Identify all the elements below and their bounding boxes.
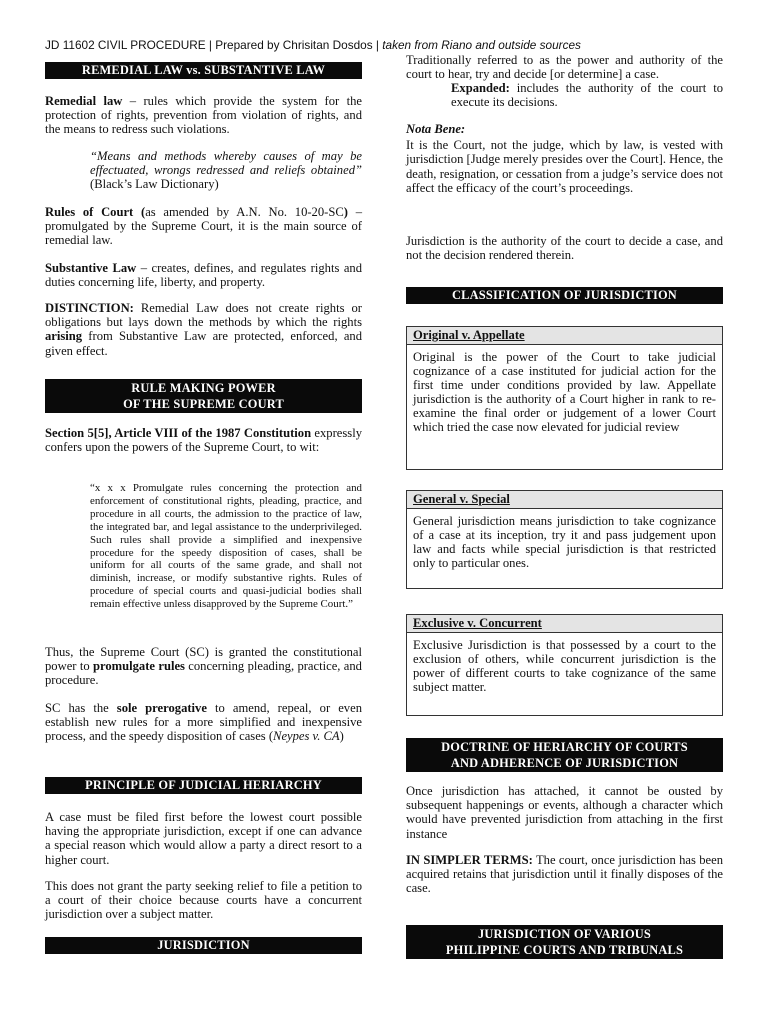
box-title: General v. Special — [407, 491, 722, 509]
nota-bene-text: It is the Court, not the judge, which by law, is vested with jurisdiction [Judge merely presides over the Court]. Hence, the death, resignation, or cessation from a judge’s service does not affect the efficacy of the court’s proceedings. — [406, 138, 723, 195]
definition: – creates, defines, and regulates rights and duties concerning life, liberty, and property. — [45, 261, 362, 290]
page-header — [45, 38, 745, 52]
text: Remedial Law does not create rights or obligations but lays down the methods by which the rights — [45, 301, 362, 330]
header-course: JD 11602 CIVIL PROCEDURE | Prepared by Chrisitan Dosdos | — [45, 38, 379, 52]
text: ) — [339, 729, 344, 744]
constitution-section-intro — [45, 426, 362, 454]
thus-paragraph — [45, 645, 362, 688]
classification-box-original-appellate — [406, 326, 723, 470]
text: Once jurisdiction has attached, it cannot be ousted by subsequent happenings or events, although a character which would have prevented jurisdiction from attaching in the first instance — [406, 784, 723, 841]
jurisdiction-expanded-definition — [451, 81, 723, 109]
emphasis: sole prerogative — [116, 701, 207, 715]
definition: – rules which provide the system for the protection of rights, prevention from violation of rights, and the means to redress such violations. — [45, 94, 362, 137]
quote-text: “x x x Promulgate rules concerning the protection and enforcement of constitutional rights, pleading, practice, and procedure in all courts, the admission to the practice of law, the integrated bar, and legal assistance to the underprivileged. Such rules shall provide a simplified and inexpensive procedure for the speedy disposition of cases, shall be uniform for all courts of the same grade, and shall not diminish, increase, or modify substantive rights. Rules of procedure of special courts and quasi-judicial bodies shall remain effective unless disapproved by the Supreme Court.” — [90, 482, 362, 611]
term-close: ) — [343, 205, 348, 219]
nota-bene-title: Nota Bene: — [406, 122, 466, 136]
sole-prerogative-paragraph — [45, 701, 362, 744]
term: IN SIMPLER TERMS: — [406, 853, 533, 867]
box-text: Original is the power of the Court to take judicial cognizance of a case instituted for judicial action for the first time under conditions provided by law. Appellate jurisdiction is the authority of a Court higher in rank to re-examine the final order or judgement of a lower Court which tried the case now elevated for judicial review — [413, 350, 716, 434]
section-reference: Section 5[5], Article VIII of the 1987 Constitution — [45, 426, 312, 440]
substantive-law-definition — [45, 261, 362, 289]
quote-text: “Means and methods whereby causes of may be effectuated, wrongs redressed and reliefs obtained” — [90, 149, 362, 178]
term: Rules of Court ( — [45, 205, 146, 219]
section-bar-remedial-vs-substantive — [45, 62, 362, 79]
section-bar-label: REMEDIAL LAW vs. SUBSTANTIVE LAW — [81, 63, 326, 77]
text: This does not grant the party seeking relief to file a petition to a court of their choice because courts have a concurrent jurisdiction over a subject matter. — [45, 879, 362, 922]
box-text: General jurisdiction means jurisdiction to take cognizance of a case at its inception, try it and pass judgement upon law and facts while special jurisdiction is that restricted only to particular ones. — [413, 514, 716, 570]
section-bar-line-1: RULE MAKING POWER — [131, 381, 276, 395]
term: Remedial law — [45, 94, 123, 108]
section-bar-judicial-hierarchy — [45, 777, 362, 794]
term: DISTINCTION: — [45, 301, 134, 315]
text: Thus, the Supreme Court (SC) is granted the constitutional power to — [45, 645, 362, 674]
section-bar-label: PRINCIPLE OF JUDICIAL HERIARCHY — [85, 778, 322, 792]
section-bar-line-2: AND ADHERENCE OF JURISDICTION — [450, 756, 679, 770]
blacks-law-quote — [90, 149, 362, 192]
text: includes the authority of the court to execute its decisions. — [451, 81, 723, 110]
section-bar-line-2: OF THE SUPREME COURT — [123, 397, 284, 411]
section-bar-label: JURISDICTION — [157, 938, 250, 952]
section-bar-label: CLASSIFICATION OF JURISDICTION — [452, 288, 677, 302]
constitution-quote — [90, 482, 362, 611]
text: Traditionally referred to as the power and authority of the court to hear, try and decide [or determine] a case. — [406, 53, 723, 82]
simpler-terms-paragraph — [406, 853, 723, 896]
section-bar-jurisdiction — [45, 937, 362, 954]
section-bar-line-1: DOCTRINE OF HERIARCHY OF COURTS — [441, 740, 688, 754]
section-bar-doctrine-hierarchy — [406, 738, 723, 772]
text: concerning pleading, practice, and procedure. — [45, 659, 362, 688]
text: from Substantive Law are protected, enforced, and given effect. — [45, 329, 362, 358]
text: expressly confers upon the powers of the Supreme Court, to wit: — [45, 426, 362, 455]
distinction-paragraph — [45, 301, 362, 358]
section-bar-classification — [406, 287, 723, 304]
section-bar-rule-making-power — [45, 379, 362, 413]
term: Substantive Law — [45, 261, 137, 275]
amendment: as amended by A.N. No. 10-20-SC — [145, 205, 344, 219]
remedial-law-definition — [45, 94, 362, 137]
once-attached-paragraph — [406, 784, 723, 841]
emphasis: promulgate rules — [92, 659, 185, 674]
box-title: Exclusive v. Concurrent — [407, 615, 722, 633]
text: A case must be filed first before the lowest court possible having the appropriate jurisdiction, except if one can advance a special reason which would allow a party a direct resort to a higher court. — [45, 810, 362, 867]
case-citation: Neypes v. CA — [273, 729, 340, 744]
emphasis: arising — [45, 329, 83, 344]
text: to amend, repeal, or even establish new rules for a more simplified and inexpensive process, and the speedy disposition of cases ( — [45, 701, 362, 744]
hierarchy-paragraph-1 — [45, 810, 362, 867]
quote-citation: (Black’s Law Dictionary) — [90, 177, 219, 192]
hierarchy-paragraph-2 — [45, 879, 362, 922]
nota-bene — [406, 122, 723, 195]
section-bar-various-courts — [406, 925, 723, 959]
term: Expanded: — [451, 81, 510, 95]
box-title: Original v. Appellate — [407, 327, 722, 345]
definition: – promulgated by the Supreme Court, it is the main source of remedial law. — [45, 205, 362, 248]
rules-of-court-definition — [45, 205, 362, 248]
section-bar-line-2: PHILIPPINE COURTS AND TRIBUNALS — [445, 943, 684, 957]
jurisdiction-traditional-definition — [406, 53, 723, 81]
classification-box-general-special — [406, 490, 723, 589]
text: Jurisdiction is the authority of the court to decide a case, and not the decision rendered therein. — [406, 234, 723, 263]
text: The court, once jurisdiction has been acquired retains that jurisdiction until it finally disposes of the case. — [406, 853, 723, 896]
box-text: Exclusive Jurisdiction is that possessed by a court to the exclusion of others, while concurrent jurisdiction is the power of different courts to take cognizance of the same subject matter. — [413, 638, 716, 694]
header-source: taken from Riano and outside sources — [382, 38, 581, 52]
classification-box-exclusive-concurrent — [406, 614, 723, 716]
section-bar-line-1: JURISDICTION OF VARIOUS — [477, 927, 652, 941]
jurisdiction-authority — [406, 234, 723, 262]
text: SC has the — [45, 701, 117, 715]
